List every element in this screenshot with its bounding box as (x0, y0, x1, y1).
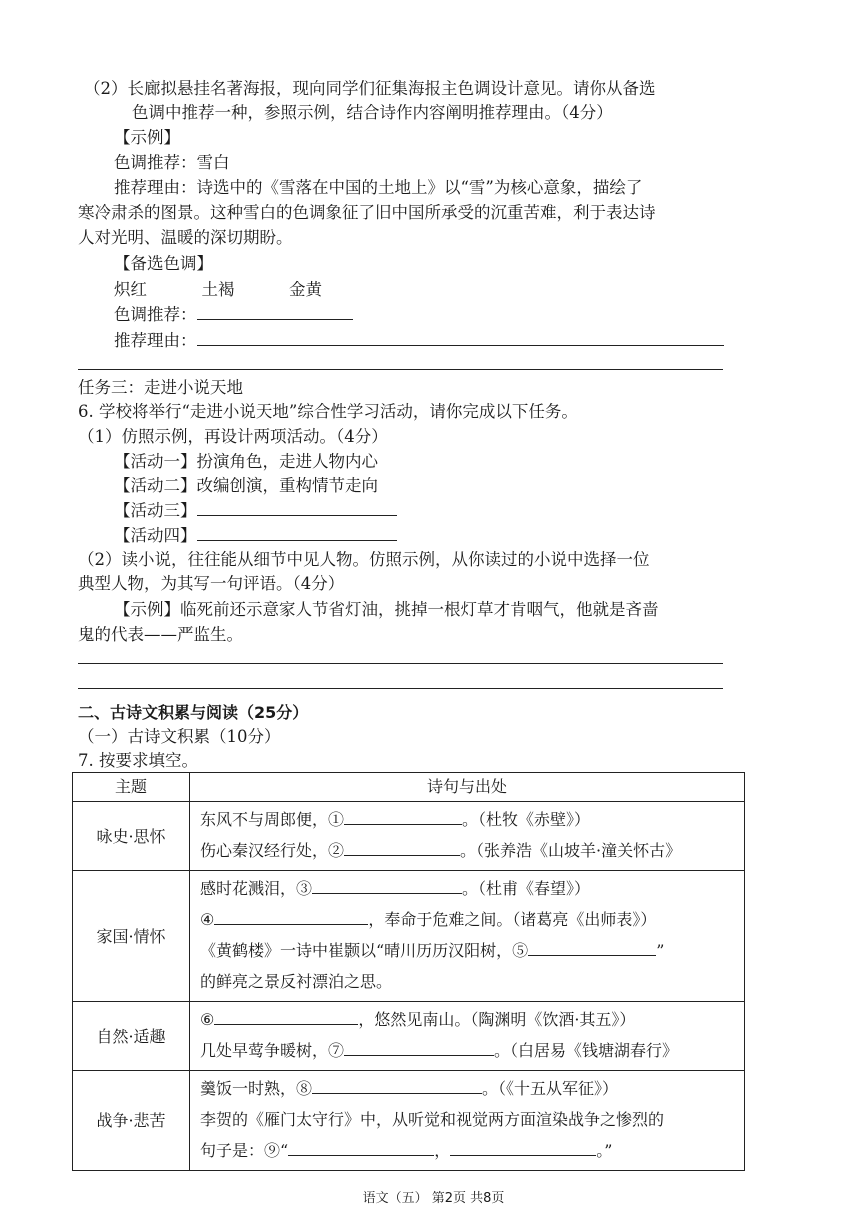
color-option-brown: 土褐 (201, 280, 235, 299)
table-row (73, 802, 745, 871)
fill-line (200, 1073, 734, 1104)
example-reason-line1: 推荐理由：诗选中的《雪落在中国的土地上》以“雪”为核心意象，描绘了 (114, 178, 643, 197)
blank-2[interactable] (344, 841, 460, 856)
line-text: 东风不与周郎便，① (200, 810, 345, 829)
theme-cell: 咏史·思怀 (73, 802, 190, 871)
page-footer: 语文（五） 第2页 共8页 (362, 1191, 505, 1206)
line-text: 的鲜亮之景反衬漂泊之思。 (200, 972, 393, 991)
answer-color-label: 色调推荐： (114, 305, 197, 324)
line-text: 李贺的《雁门太守行》中，从听觉和视觉两方面渲染战争之惨烈的 (200, 1110, 665, 1129)
q6-2-answer-line-1[interactable] (78, 663, 723, 664)
q6-2-line1: （2）读小说，往往能从细节中见人物。仿照示例，从你读过的小说中选择一位 (78, 550, 650, 569)
answer-reason-line-2[interactable] (78, 369, 723, 370)
line-text: 。” (596, 1141, 613, 1160)
line-text: ， (434, 1141, 451, 1160)
section2-title: 二、古诗文积累与阅读（25分） (78, 703, 309, 722)
fill-line (200, 1035, 734, 1066)
example-color: 色调推荐：雪白 (114, 153, 230, 172)
activity-2: 【活动二】改编创演，重构情节走向 (114, 476, 378, 495)
header-poem: 诗句与出处 (190, 773, 745, 802)
line-text: ，奉命于危难之间。（诸葛亮《出师表》） (368, 910, 657, 929)
poem-cell (190, 871, 745, 1002)
example-reason-line2: 寒冷肃杀的图景。这种雪白的色调象征了旧中国所承受的沉重苦难，利于表达诗 (78, 203, 656, 222)
theme-cell: 自然·适趣 (73, 1002, 190, 1071)
theme-cell: 战争·悲苦 (73, 1071, 190, 1171)
line-text: 感时花溅泪，③ (200, 879, 313, 898)
line-text: 。（杜甫《春望》） (462, 879, 591, 898)
color-option-red: 炽红 (114, 280, 147, 299)
poem-cell (190, 1002, 745, 1071)
line-text: 句子是：⑨“ (200, 1141, 289, 1160)
line-text: 。（《十五从军征》） (482, 1079, 619, 1098)
fill-line (200, 1135, 734, 1166)
example-heading: 【示例】 (114, 128, 180, 147)
line-text: ” (656, 941, 665, 960)
q6-2-example-line1: 【示例】临死前还示意家人节省灯油，挑掉一根灯草才肯咽气，他就是吝啬 (114, 600, 659, 619)
blank-6[interactable] (214, 1010, 358, 1025)
blank-4[interactable] (214, 910, 368, 925)
activity-4-line (114, 525, 397, 547)
activity-3-line (114, 500, 397, 522)
fill-line (200, 935, 734, 966)
line-text: 几处早莺争暖树，⑦ (200, 1041, 345, 1060)
fill-line (200, 1004, 734, 1035)
q6-stem: 6. 学校将举行“走进小说天地”综合性学习活动，请你完成以下任务。 (78, 402, 578, 421)
blank-7[interactable] (344, 1041, 494, 1056)
line-text: ，悠然见南山。（陶渊明《饮酒·其五》） (358, 1010, 636, 1029)
color-option-gold: 金黄 (289, 280, 322, 299)
q7-stem: 7. 按要求填空。 (78, 751, 198, 770)
poetry-table (72, 772, 745, 1171)
fill-line (200, 966, 734, 997)
answer-reason-line (114, 330, 724, 352)
blank-9a[interactable] (288, 1141, 434, 1156)
q6-2-example-line2: 鬼的代表——严监生。 (78, 625, 243, 644)
q5-2-line1: （2）长廊拟悬挂名著海报，现向同学们征集海报主色调设计意见。请你从备选 (84, 79, 656, 98)
line-text: ⑥ (200, 1010, 215, 1029)
activity-4-label: 【活动四】 (114, 526, 197, 545)
blank-1[interactable] (344, 810, 462, 825)
poem-cell (190, 1071, 745, 1171)
line-text: ④ (200, 910, 215, 929)
q6-2-answer-line-2[interactable] (78, 688, 723, 689)
blank-5[interactable] (528, 941, 656, 956)
table-header-row (73, 773, 745, 802)
line-text: 《黄鹤楼》一诗中崔颢以“晴川历历汉阳树，⑤ (200, 941, 529, 960)
answer-reason-label: 推荐理由： (114, 331, 197, 350)
table-row (73, 1002, 745, 1071)
header-theme: 主题 (73, 773, 190, 802)
line-text: 。（张养浩《山坡羊·潼关怀古》 (460, 841, 682, 860)
table-row (73, 871, 745, 1002)
fill-line (200, 804, 734, 835)
answer-color-line (114, 304, 353, 326)
q6-2-line2: 典型人物，为其写一句评语。（4分） (78, 574, 345, 593)
options-heading: 【备选色调】 (114, 254, 213, 273)
answer-color-blank[interactable] (197, 305, 353, 320)
answer-reason-blank[interactable] (197, 331, 724, 346)
q6-1: （1）仿照示例，再设计两项活动。（4分） (78, 427, 388, 446)
fill-line (200, 835, 734, 866)
table-row (73, 1071, 745, 1171)
blank-9b[interactable] (450, 1141, 596, 1156)
example-reason-line3: 人对光明、温暖的深切期盼。 (78, 228, 293, 247)
line-text: 伤心秦汉经行处，② (200, 841, 345, 860)
fill-line (200, 873, 734, 904)
section2-sub1: （一）古诗文积累（10分） (78, 727, 281, 746)
theme-cell: 家国·情怀 (73, 871, 190, 1002)
activity-1: 【活动一】扮演角色，走进人物内心 (114, 452, 378, 471)
blank-3[interactable] (312, 879, 462, 894)
q5-2-line2: 色调中推荐一种，参照示例，结合诗作内容阐明推荐理由。（4分） (132, 103, 613, 122)
activity-4-blank[interactable] (197, 526, 397, 541)
line-text: 羹饭一时熟，⑧ (200, 1079, 313, 1098)
task3-title: 任务三：走进小说天地 (78, 378, 243, 397)
color-options (114, 279, 322, 301)
line-text: 。（白居易《钱塘湖春行》 (494, 1041, 679, 1060)
blank-8[interactable] (312, 1079, 482, 1094)
line-text: 。（杜牧《赤壁》） (462, 810, 591, 829)
activity-3-blank[interactable] (197, 501, 397, 516)
poem-cell (190, 802, 745, 871)
activity-3-label: 【活动三】 (114, 501, 197, 520)
fill-line (200, 1104, 734, 1135)
fill-line (200, 904, 734, 935)
